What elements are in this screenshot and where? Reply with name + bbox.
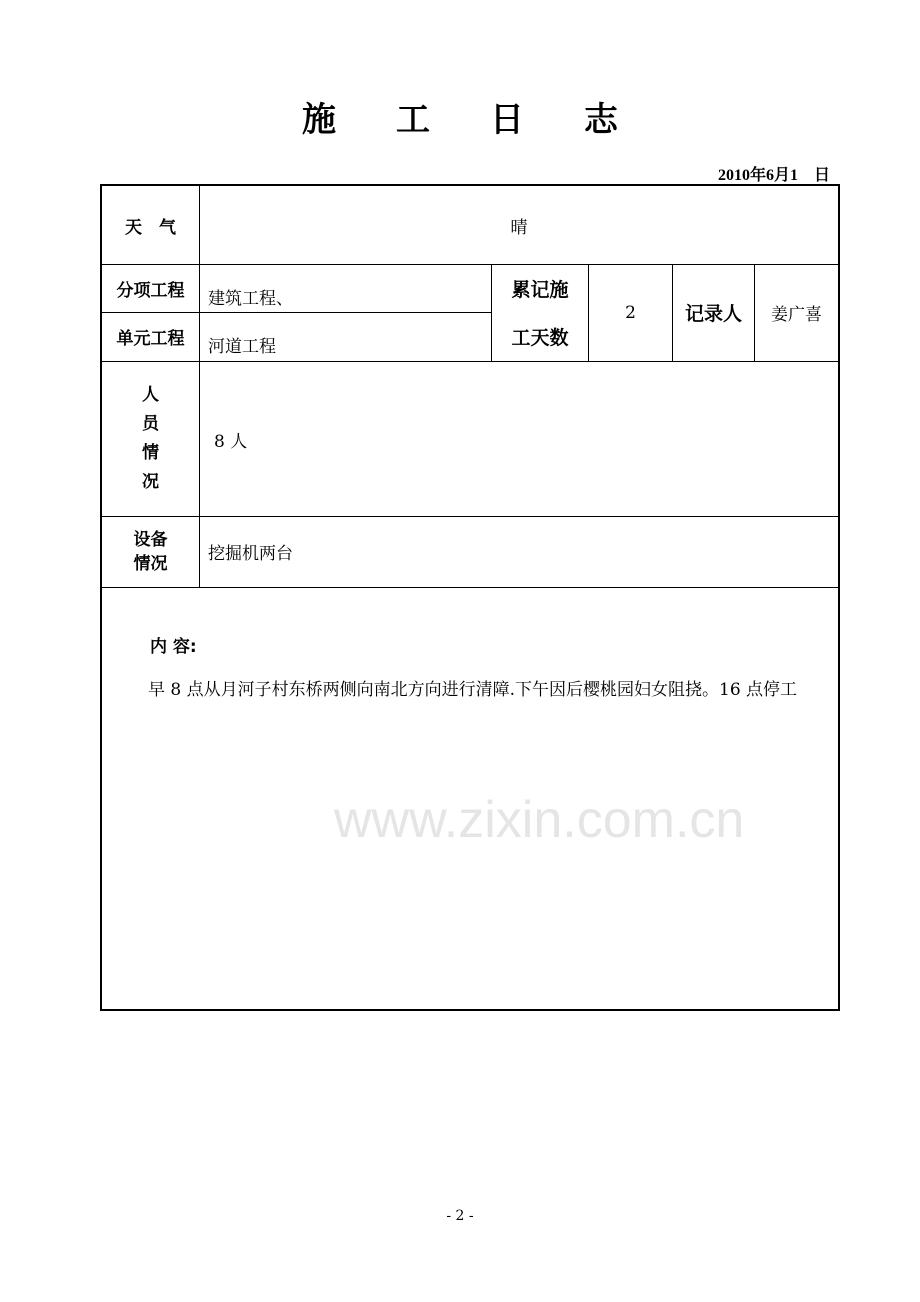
personnel-label-char: 人 <box>142 384 159 405</box>
content-text: 早 8 点从月河子村东桥两侧向南北方向进行清障.下午因后樱桃园妇女阻挠。16 点停工 <box>148 680 798 700</box>
weather-label: 天 气 <box>125 217 176 238</box>
page-title <box>0 92 920 141</box>
personnel-label-char: 况 <box>142 471 159 492</box>
equipment-label-line: 设备 <box>133 529 168 550</box>
sub-project-value: 建筑工程、 <box>208 289 293 309</box>
weather-value: 晴 <box>510 217 528 238</box>
title-char: 施 <box>302 100 336 140</box>
log-date: 2010年6月1 日 <box>717 167 830 184</box>
watermark: www.zixin.com.cn <box>334 791 745 849</box>
personnel-label-char: 情 <box>142 442 159 463</box>
equipment-value: 挖掘机两台 <box>208 544 293 564</box>
title-char: 日 <box>490 100 524 140</box>
unit-project-label: 单元工程 <box>116 329 185 349</box>
unit-project-value: 河道工程 <box>208 337 276 357</box>
days-label-line2: 工天数 <box>511 327 569 349</box>
log-table <box>100 184 840 1011</box>
personnel-label-char: 员 <box>142 413 159 434</box>
sub-project-label: 分项工程 <box>116 280 185 301</box>
days-label-line1: 累记施 <box>511 278 569 301</box>
personnel-value: 8 人 <box>214 432 248 452</box>
recorder-value: 姜广喜 <box>771 305 822 325</box>
recorder-label: 记录人 <box>684 303 742 325</box>
content-label: 内 容: <box>150 637 197 657</box>
equipment-label <box>102 516 199 587</box>
personnel-label <box>102 361 199 516</box>
equipment-label-line: 情况 <box>133 553 168 574</box>
title-char: 志 <box>584 100 618 140</box>
days-value: 2 <box>625 302 636 323</box>
title-char: 工 <box>396 100 430 140</box>
page-number: - 2 - <box>446 1208 474 1224</box>
